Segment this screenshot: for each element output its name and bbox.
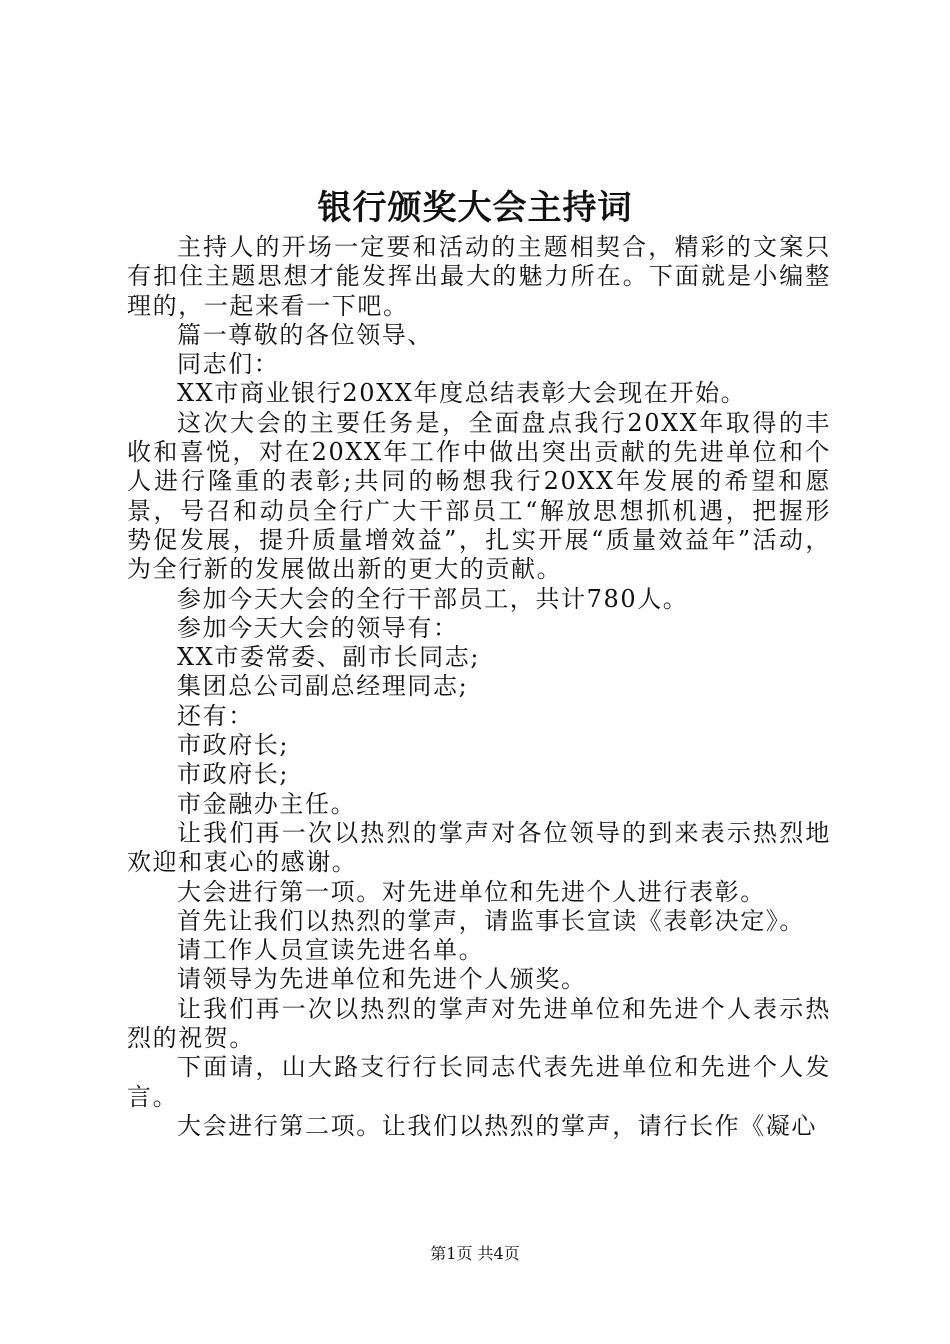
paragraph: 市金融办主任。: [177, 789, 357, 818]
paragraph: 大会进行第二项。让我们以热烈的掌声，请行长作《凝心: [177, 1111, 817, 1140]
paragraph: 篇一尊敬的各位领导、: [177, 320, 433, 349]
paragraph: 请领导为先进单位和先进个人颁奖。: [177, 965, 587, 994]
paragraph: 同志们：: [177, 350, 280, 379]
paragraph: 市政府长;: [177, 731, 290, 760]
paragraph: 请工作人员宣读先进名单。: [177, 936, 485, 965]
paragraph: 让我们再一次以热烈的掌声对先进单位和先进个人表示热烈的祝贺。: [127, 994, 831, 1053]
paragraph: 首先让我们以热烈的掌声，请监事长宣读《表彰决定》。: [177, 906, 805, 935]
paragraph: 主持人的开场一定要和活动的主题相契合，精彩的文案只有扣住主题思想才能发挥出最大的魅力所在。下面就是小编整理的，一起来看一下吧。: [127, 233, 831, 320]
paragraph: 市政府长;: [177, 760, 290, 789]
paragraph: XX市委常委、副市长同志;: [177, 643, 481, 672]
page-number: 第1页 共4页: [430, 1244, 520, 1263]
paragraph: 大会进行第一项。对先进单位和先进个人进行表彰。: [177, 877, 766, 906]
paragraph: 参加今天大会的全行干部员工，共计780人。: [177, 584, 689, 613]
paragraph: 让我们再一次以热烈的掌声对各位领导的到来表示热烈地欢迎和衷心的感谢。: [127, 818, 831, 877]
document-body: [127, 233, 831, 1141]
paragraph: 参加今天大会的领导有：: [177, 613, 459, 642]
document-title: 银行颁奖大会主持词: [317, 188, 633, 228]
paragraph: 这次大会的主要任务是，全面盘点我行20XX年取得的丰收和喜悦，对在20XX年工作中做出突出贡献的先进单位和个人进行隆重的表彰;共同的畅想我行20XX年发展的希望和愿景，号召和动员全行广大干部员工“解放思想抓机遇，把握形势促发展，提升质量增效益”，扎实开展“质量效益年”活动，为全行新的发展做出新的更大的贡献。: [127, 408, 831, 584]
paragraph: 下面请，山大路支行行长同志代表先进单位和先进个人发言。: [127, 1053, 831, 1111]
paragraph: 集团总公司副总经理同志;: [177, 672, 469, 701]
paragraph: 还有：: [177, 701, 254, 730]
page-footer: [0, 1243, 950, 1265]
paragraph: XX市商业银行20XX年度总结表彰大会现在开始。: [177, 379, 747, 408]
